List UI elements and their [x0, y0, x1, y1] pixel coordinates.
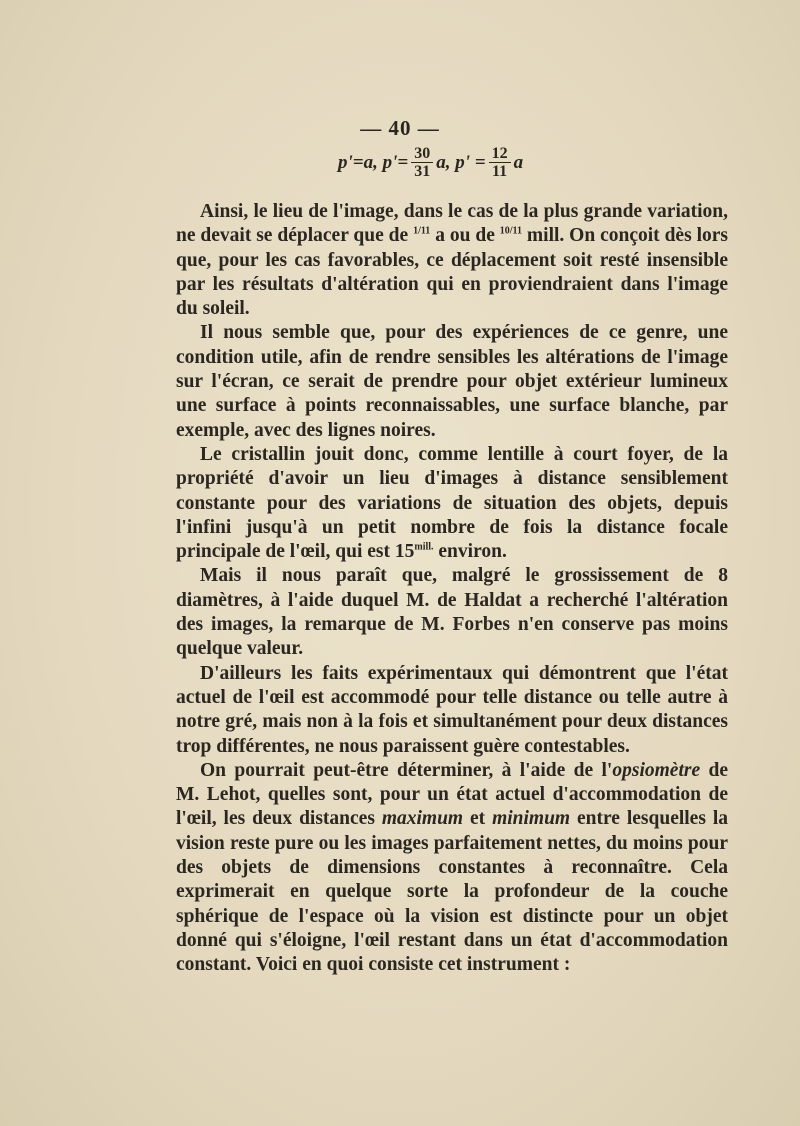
p6-text-d: entre lesquelles la vision reste pure ou les images parfaitement nettes, du moins pour des objets de dimensions constantes à reconnaître. Cela exprimerait en quelque sorte la profondeur de la couche sphérique de l'espace où la vision est distincte pour un objet donné qui s'éloigne, l'œil restant dans un état d'accommodation constant. Voici en quoi consiste cet instrument :	[176, 808, 728, 976]
paragraph-6	[176, 759, 728, 978]
fraction-denominator: 31	[414, 163, 431, 180]
p3-superscript: mill.	[414, 541, 434, 553]
paragraph-3	[176, 443, 728, 564]
p6-emphasis-maximum: maximum	[381, 808, 464, 830]
formula-part-2: a, p' =	[436, 151, 486, 173]
fraction-12-11	[489, 145, 511, 180]
paragraph-4: Mais il nous paraît que, malgré le grossissement de 8 diamètres, à l'aide duquel M. de Haldat a recherché l'altération des images, la remarque de M. Forbes n'en conserve pas moins quelque valeur.	[176, 565, 728, 660]
formula-part-1: p'=a, p'=	[338, 151, 409, 173]
p1-fraction-1: 1/11	[413, 225, 431, 237]
fraction-denominator: 11	[492, 163, 508, 180]
paragraph-2: Il nous semble que, pour des expériences de ce genre, une condition utile, afin de rendre sensibles les altérations de l'image sur l'écran, ce serait de prendre pour objet extérieur lumineux une surface à points reconnaissables, une surface blanche, par exemple, avec des lignes noires.	[176, 322, 728, 441]
p3-text-b: environ.	[433, 541, 507, 563]
p3-text-a: Le cristallin jouit donc, comme lentille à court foyer, de la propriété d'avoir un lieu d'images à distance sensiblement constante pour des variations de situation des objets, depuis l'infini jusqu'à un petit nombre de fois la distance focale principale de l'œil, qui est 15	[176, 443, 728, 563]
fraction-30-31	[411, 145, 433, 180]
formula-part-3: a	[513, 151, 524, 173]
p1-text-a: Ainsi, le lieu de l'image, dans le cas de la plus grande variation, ne devait se déplacer que de	[176, 201, 728, 247]
body-text	[176, 200, 728, 978]
p6-text-a: On pourrait peut-être déterminer, à l'aide de l'	[200, 759, 613, 781]
p6-emphasis-opsiometre: opsiomètre	[612, 759, 701, 781]
paragraph-5: D'ailleurs les faits expérimentaux qui démontrent que l'état actuel de l'œil est accommodé pour telle distance ou telle autre à notre gré, mais non à la fois et simultanément pour deux distances trop différentes, ne nous paraissent guère contestables.	[176, 662, 728, 757]
p1-text-b: a ou de	[430, 225, 500, 247]
p1-text-c: mill. On conçoit dès lors que, pour les cas favorables, ce déplacement soit resté insensible par les résultats d'altération qui en proviendraient dans l'image du soleil.	[176, 225, 728, 320]
fraction-numerator: 30	[414, 145, 431, 162]
p6-text-c: et	[463, 808, 493, 830]
paragraph-1	[176, 200, 728, 321]
p6-emphasis-minimum: minimum	[492, 808, 571, 830]
fraction-numerator: 12	[491, 145, 508, 162]
p6-text-b: de M. Lehot, quelles sont, pour un état actuel d'accommodation de l'œil, les deux distances	[176, 759, 728, 830]
page-number: — 40 —	[360, 116, 440, 140]
formula	[338, 145, 523, 180]
p1-fraction-2: 10/11	[499, 225, 522, 237]
